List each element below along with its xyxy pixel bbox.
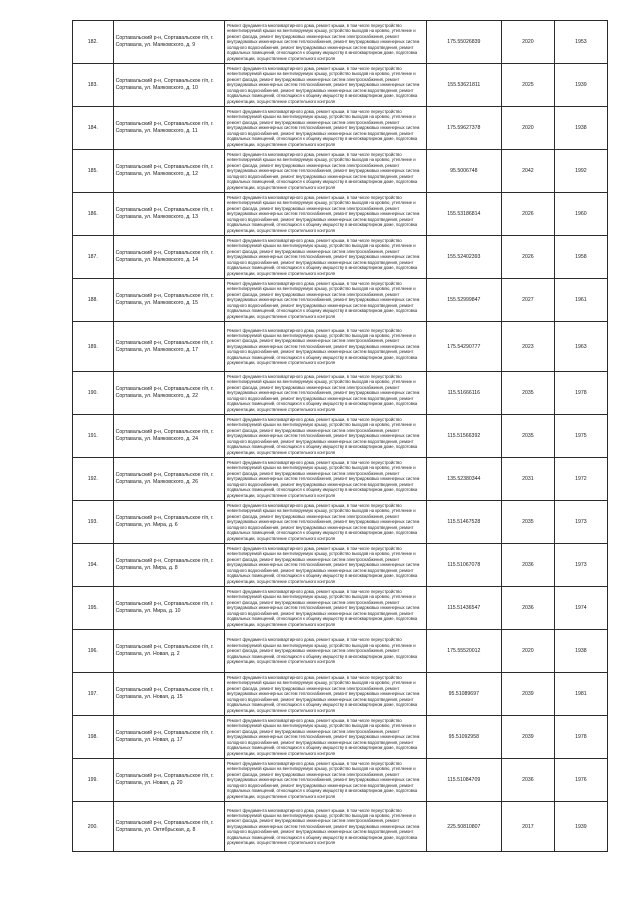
row-number: 190. [73,372,114,415]
row-cost: 115.51566392 [426,415,501,458]
row-built-year: 1973 [554,544,607,587]
row-address: Сортавальский р-н, Сортавальское г/п, г. Сортавала, ул. Маяковского, д. 11 [113,107,224,150]
row-plan-year: 2036 [501,587,554,630]
row-built-year: 1958 [554,236,607,279]
table-row [73,673,608,716]
table-row [73,759,608,802]
row-number: 198. [73,716,114,759]
table-row [73,501,608,544]
row-built-year: 1938 [554,630,607,673]
row-address: Сортавальский р-н, Сортавальское г/п, г. Сортавала, ул. Новая, д. 15 [113,673,224,716]
row-works: Ремонт фундамента многоквартирного дома, ремонт крыши, в том числе переустройство невентилируемой крыши на вентилируемую крышу, устройство выходов на кровлю, утепление и ремонт фасада, ремонт внутридомовых инженерных систем электроснабжения, ремонт внутридомовых инженерных систем теплоснабжения, ремонт внутридомовых инженерных систем холодного водоснабжения, ремонт внутридомовых инженерных систем водоотведения, ремонт подвальных помещений, относящихся к общему имуществу в многоквартирном доме, подготовка документации, осуществление строительного контроля [224,716,426,759]
row-cost: 175.59627378 [426,107,501,150]
row-cost: 115.51666116 [426,372,501,415]
housing-repair-registry-table [72,20,608,852]
row-address: Сортавальский р-н, Сортавальское г/п, г. Сортавала, ул. Маяковского, д. 15 [113,279,224,322]
table-row [73,150,608,193]
table-row [73,107,608,150]
row-number: 182. [73,21,114,64]
row-works: Ремонт фундамента многоквартирного дома, ремонт крыши, в том числе переустройство невентилируемой крыши на вентилируемую крышу, устройство выходов на кровлю, утепление и ремонт фасада, ремонт внутридомовых инженерных систем электроснабжения, ремонт внутридомовых инженерных систем теплоснабжения, ремонт внутридомовых инженерных систем холодного водоснабжения, ремонт внутридомовых инженерных систем водоотведения, ремонт подвальных помещений, относящихся к общему имуществу в многоквартирном доме, подготовка документации, осуществление строительного контроля [224,322,426,372]
row-number: 187. [73,236,114,279]
row-works: Ремонт фундамента многоквартирного дома, ремонт крыши, в том числе переустройство невентилируемой крыши на вентилируемую крышу, устройство выходов на кровлю, утепление и ремонт фасада, ремонт внутридомовых инженерных систем электроснабжения, ремонт внутридомовых инженерных систем теплоснабжения, ремонт внутридомовых инженерных систем холодного водоснабжения, ремонт внутридомовых инженерных систем водоотведения, ремонт подвальных помещений, относящихся к общему имуществу в многоквартирном доме, подготовка документации, осуществление строительного контроля [224,415,426,458]
row-works: Ремонт фундамента многоквартирного дома, ремонт крыши, в том числе переустройство невентилируемой крыши на вентилируемую крышу, устройство выходов на кровлю, утепление и ремонт фасада, ремонт внутридомовых инженерных систем электроснабжения, ремонт внутридомовых инженерных систем теплоснабжения, ремонт внутридомовых инженерных систем холодного водоснабжения, ремонт внутридомовых инженерных систем водоотведения, ремонт подвальных помещений, относящихся к общему имуществу в многоквартирном доме, подготовка документации, осуществление строительного контроля [224,501,426,544]
row-number: 183. [73,64,114,107]
registry-body [73,21,608,852]
row-address: Сортавальский р-н, Сортавальское г/п, г. Сортавала, ул. Новая, д. 17 [113,716,224,759]
row-cost: 115.51084709 [426,759,501,802]
row-works: Ремонт фундамента многоквартирного дома, ремонт крыши, в том числе переустройство невентилируемой крыши на вентилируемую крышу, устройство выходов на кровлю, утепление и ремонт фасада, ремонт внутридомовых инженерных систем электроснабжения, ремонт внутридомовых инженерных систем теплоснабжения, ремонт внутридомовых инженерных систем холодного водоснабжения, ремонт внутридомовых инженерных систем водоотведения, ремонт подвальных помещений, относящихся к общему имуществу в многоквартирном доме, подготовка документации, осуществление строительного контроля [224,544,426,587]
row-plan-year: 2042 [501,150,554,193]
row-address: Сортавальский р-н, Сортавальское г/п, г. Сортавала, ул. Октябрьская, д. 8 [113,802,224,852]
row-plan-year: 2027 [501,279,554,322]
row-built-year: 1939 [554,802,607,852]
row-address: Сортавальский р-н, Сортавальское г/п, г. Сортавала, ул. Маяковского, д. 9 [113,21,224,64]
row-works: Ремонт фундамента многоквартирного дома, ремонт крыши, в том числе переустройство невентилируемой крыши на вентилируемую крышу, устройство выходов на кровлю, утепление и ремонт фасада, ремонт внутридомовых инженерных систем электроснабжения, ремонт внутридомовых инженерных систем теплоснабжения, ремонт внутридомовых инженерных систем холодного водоснабжения, ремонт внутридомовых инженерных систем водоотведения, ремонт подвальных помещений, относящихся к общему имуществу в многоквартирном доме, подготовка документации, осуществление строительного контроля [224,236,426,279]
row-built-year: 1974 [554,587,607,630]
row-plan-year: 2023 [501,322,554,372]
row-works: Ремонт фундамента многоквартирного дома, ремонт крыши, в том числе переустройство невентилируемой крыши на вентилируемую крышу, устройство выходов на кровлю, утепление и ремонт фасада, ремонт внутридомовых инженерных систем электроснабжения, ремонт внутридомовых инженерных систем теплоснабжения, ремонт внутридомовых инженерных систем холодного водоснабжения, ремонт внутридомовых инженерных систем водоотведения, ремонт подвальных помещений, относящихся к общему имуществу в многоквартирном доме, подготовка документации, осуществление строительного контроля [224,673,426,716]
row-plan-year: 2036 [501,544,554,587]
row-number: 191. [73,415,114,458]
row-cost: 175.54290777 [426,322,501,372]
row-cost: 155.52999847 [426,279,501,322]
row-number: 197. [73,673,114,716]
row-built-year: 1960 [554,193,607,236]
row-works: Ремонт фундамента многоквартирного дома, ремонт крыши, в том числе переустройство невентилируемой крыши на вентилируемую крышу, устройство выходов на кровлю, утепление и ремонт фасада, ремонт внутридомовых инженерных систем электроснабжения, ремонт внутридомовых инженерных систем теплоснабжения, ремонт внутридомовых инженерных систем холодного водоснабжения, ремонт внутридомовых инженерных систем водоотведения, ремонт подвальных помещений, относящихся к общему имуществу в многоквартирном доме, подготовка документации, осуществление строительного контроля [224,279,426,322]
table-row [73,279,608,322]
row-number: 192. [73,458,114,501]
row-address: Сортавальский р-н, Сортавальское г/п, г. Сортавала, ул. Маяковского, д. 22 [113,372,224,415]
row-cost: 155.53186814 [426,193,501,236]
table-row [73,458,608,501]
row-number: 186. [73,193,114,236]
row-plan-year: 2036 [501,759,554,802]
table-row [73,193,608,236]
row-plan-year: 2020 [501,630,554,673]
table-row [73,716,608,759]
row-address: Сортавальский р-н, Сортавальское г/п, г. Сортавала, ул. Маяковского, д. 26 [113,458,224,501]
row-number: 199. [73,759,114,802]
row-cost: 155.53621811 [426,64,501,107]
row-built-year: 1981 [554,673,607,716]
row-plan-year: 2031 [501,458,554,501]
row-cost: 155.52402393 [426,236,501,279]
table-row [73,372,608,415]
row-cost: 95.51089697 [426,673,501,716]
row-address: Сортавальский р-н, Сортавальское г/п, г. Сортавала, ул. Новая, д. 20 [113,759,224,802]
row-number: 194. [73,544,114,587]
row-plan-year: 2017 [501,802,554,852]
row-cost: 135.52380344 [426,458,501,501]
table-row [73,64,608,107]
row-address: Сортавальский р-н, Сортавальское г/п, г. Сортавала, ул. Маяковского, д. 13 [113,193,224,236]
row-address: Сортавальский р-н, Сортавальское г/п, г. Сортавала, ул. Мира, д. 10 [113,587,224,630]
row-cost: 175.55520012 [426,630,501,673]
row-plan-year: 2035 [501,415,554,458]
row-built-year: 1978 [554,716,607,759]
row-plan-year: 2039 [501,673,554,716]
table-row [73,21,608,64]
row-address: Сортавальский р-н, Сортавальское г/п, г. Сортавала, ул. Мира, д. 6 [113,501,224,544]
table-row [73,322,608,372]
row-works: Ремонт фундамента многоквартирного дома, ремонт крыши, в том числе переустройство невентилируемой крыши на вентилируемую крышу, устройство выходов на кровлю, утепление и ремонт фасада, ремонт внутридомовых инженерных систем электроснабжения, ремонт внутридомовых инженерных систем теплоснабжения, ремонт внутридомовых инженерных систем холодного водоснабжения, ремонт внутридомовых инженерных систем водоотведения, ремонт подвальных помещений, относящихся к общему имуществу в многоквартирном доме, подготовка документации, осуществление строительного контроля [224,458,426,501]
row-works: Ремонт фундамента многоквартирного дома, ремонт крыши, в том числе переустройство невентилируемой крыши на вентилируемую крышу, устройство выходов на кровлю, утепление и ремонт фасада, ремонт внутридомовых инженерных систем электроснабжения, ремонт внутридомовых инженерных систем теплоснабжения, ремонт внутридомовых инженерных систем холодного водоснабжения, ремонт внутридомовых инженерных систем водоотведения, ремонт подвальных помещений, относящихся к общему имуществу в многоквартирном доме, подготовка документации, осуществление строительного контроля [224,759,426,802]
table-row [73,415,608,458]
row-plan-year: 2020 [501,21,554,64]
table-row [73,802,608,852]
row-works: Ремонт фундамента многоквартирного дома, ремонт крыши, в том числе переустройство невентилируемой крыши на вентилируемую крышу, устройство выходов на кровлю, утепление и ремонт фасада, ремонт внутридомовых инженерных систем электроснабжения, ремонт внутридомовых инженерных систем теплоснабжения, ремонт внутридомовых инженерных систем холодного водоснабжения, ремонт внутридомовых инженерных систем водоотведения, ремонт подвальных помещений, относящихся к общему имуществу в многоквартирном доме, подготовка документации, осуществление строительного контроля [224,21,426,64]
row-number: 196. [73,630,114,673]
row-built-year: 1953 [554,21,607,64]
table-row [73,587,608,630]
table-row [73,630,608,673]
row-built-year: 1973 [554,501,607,544]
row-built-year: 1972 [554,458,607,501]
table-row [73,544,608,587]
row-plan-year: 2025 [501,64,554,107]
row-built-year: 1992 [554,150,607,193]
row-cost: 225.50810807 [426,802,501,852]
row-works: Ремонт фундамента многоквартирного дома, ремонт крыши, в том числе переустройство невентилируемой крыши на вентилируемую крышу, устройство выходов на кровлю, утепление и ремонт фасада, ремонт внутридомовых инженерных систем электроснабжения, ремонт внутридомовых инженерных систем теплоснабжения, ремонт внутридомовых инженерных систем холодного водоснабжения, ремонт внутридомовых инженерных систем водоотведения, ремонт подвальных помещений, относящихся к общему имуществу в многоквартирном доме, подготовка документации, осуществление строительного контроля [224,150,426,193]
row-address: Сортавальский р-н, Сортавальское г/п, г. Сортавала, ул. Маяковского, д. 12 [113,150,224,193]
row-address: Сортавальский р-н, Сортавальское г/п, г. Сортавала, ул. Новая, д. 2 [113,630,224,673]
row-built-year: 1939 [554,64,607,107]
row-number: 200. [73,802,114,852]
row-number: 184. [73,107,114,150]
row-cost: 175.55026839 [426,21,501,64]
row-address: Сортавальский р-н, Сортавальское г/п, г. Сортавала, ул. Маяковского, д. 14 [113,236,224,279]
row-plan-year: 2026 [501,193,554,236]
row-number: 189. [73,322,114,372]
row-plan-year: 2035 [501,501,554,544]
row-plan-year: 2026 [501,236,554,279]
row-number: 195. [73,587,114,630]
row-address: Сортавальский р-н, Сортавальское г/п, г. Сортавала, ул. Мира, д. 8 [113,544,224,587]
row-number: 193. [73,501,114,544]
row-built-year: 1963 [554,322,607,372]
row-works: Ремонт фундамента многоквартирного дома, ремонт крыши, в том числе переустройство невентилируемой крыши на вентилируемую крышу, устройство выходов на кровлю, утепление и ремонт фасада, ремонт внутридомовых инженерных систем электроснабжения, ремонт внутридомовых инженерных систем теплоснабжения, ремонт внутридомовых инженерных систем холодного водоснабжения, ремонт внутридомовых инженерных систем водоотведения, ремонт подвальных помещений, относящихся к общему имуществу в многоквартирном доме, подготовка документации, осуществление строительного контроля [224,802,426,852]
row-plan-year: 2039 [501,716,554,759]
row-address: Сортавальский р-н, Сортавальское г/п, г. Сортавала, ул. Маяковского, д. 10 [113,64,224,107]
row-cost: 95.5006748 [426,150,501,193]
row-number: 185. [73,150,114,193]
row-plan-year: 2035 [501,372,554,415]
table-row [73,236,608,279]
row-number: 188. [73,279,114,322]
row-works: Ремонт фундамента многоквартирного дома, ремонт крыши, в том числе переустройство невентилируемой крыши на вентилируемую крышу, устройство выходов на кровлю, утепление и ремонт фасада, ремонт внутридомовых инженерных систем электроснабжения, ремонт подвальных помещений, относящихся к общему имуществу в многоквартирном доме, подготовка документации, осуществление строительного контроля [224,630,426,673]
row-works: Ремонт фундамента многоквартирного дома, ремонт крыши, в том числе переустройство невентилируемой крыши на вентилируемую крышу, устройство выходов на кровлю, утепление и ремонт фасада, ремонт внутридомовых инженерных систем электроснабжения, ремонт внутридомовых инженерных систем теплоснабжения, ремонт внутридомовых инженерных систем холодного водоснабжения, ремонт внутридомовых инженерных систем водоотведения, ремонт подвальных помещений, относящихся к общему имуществу в многоквартирном доме, подготовка документации, осуществление строительного контроля [224,64,426,107]
row-cost: 95.51092958 [426,716,501,759]
row-built-year: 1976 [554,759,607,802]
row-built-year: 1975 [554,415,607,458]
row-cost: 115.51067078 [426,544,501,587]
row-built-year: 1938 [554,107,607,150]
row-works: Ремонт фундамента многоквартирного дома, ремонт крыши, в том числе переустройство невентилируемой крыши на вентилируемую крышу, устройство выходов на кровлю, утепление и ремонт фасада, ремонт внутридомовых инженерных систем электроснабжения, ремонт внутридомовых инженерных систем теплоснабжения, ремонт внутридомовых инженерных систем холодного водоснабжения, ремонт внутридомовых инженерных систем водоотведения, ремонт подвальных помещений, относящихся к общему имуществу в многоквартирном доме, подготовка документации, осуществление строительного контроля [224,193,426,236]
row-works: Ремонт фундамента многоквартирного дома, ремонт крыши, в том числе переустройство невентилируемой крыши на вентилируемую крышу, устройство выходов на кровлю, утепление и ремонт фасада, ремонт внутридомовых инженерных систем электроснабжения, ремонт внутридомовых инженерных систем теплоснабжения, ремонт внутридомовых инженерных систем холодного водоснабжения, ремонт внутридомовых инженерных систем водоотведения, ремонт подвальных помещений, относящихся к общему имуществу в многоквартирном доме, подготовка документации, осуществление строительного контроля [224,107,426,150]
row-built-year: 1978 [554,372,607,415]
row-cost: 115.51436547 [426,587,501,630]
row-plan-year: 2020 [501,107,554,150]
row-address: Сортавальский р-н, Сортавальское г/п, г. Сортавала, ул. Маяковского, д. 24 [113,415,224,458]
row-built-year: 1961 [554,279,607,322]
row-cost: 115.51467528 [426,501,501,544]
row-address: Сортавальский р-н, Сортавальское г/п, г. Сортавала, ул. Маяковского, д. 17 [113,322,224,372]
row-works: Ремонт фундамента многоквартирного дома, ремонт крыши, в том числе переустройство невентилируемой крыши на вентилируемую крышу, устройство выходов на кровлю, утепление и ремонт фасада, ремонт внутридомовых инженерных систем электроснабжения, ремонт внутридомовых инженерных систем теплоснабжения, ремонт внутридомовых инженерных систем холодного водоснабжения, ремонт внутридомовых инженерных систем водоотведения, ремонт подвальных помещений, относящихся к общему имуществу в многоквартирном доме, подготовка документации, осуществление строительного контроля [224,372,426,415]
row-works: Ремонт фундамента многоквартирного дома, ремонт крыши, в том числе переустройство невентилируемой крыши на вентилируемую крышу, устройство выходов на кровлю, утепление и ремонт фасада, ремонт внутридомовых инженерных систем электроснабжения, ремонт внутридомовых инженерных систем теплоснабжения, ремонт внутридомовых инженерных систем холодного водоснабжения, ремонт внутридомовых инженерных систем водоотведения, ремонт подвальных помещений, относящихся к общему имуществу в многоквартирном доме, подготовка документации, осуществление строительного контроля [224,587,426,630]
